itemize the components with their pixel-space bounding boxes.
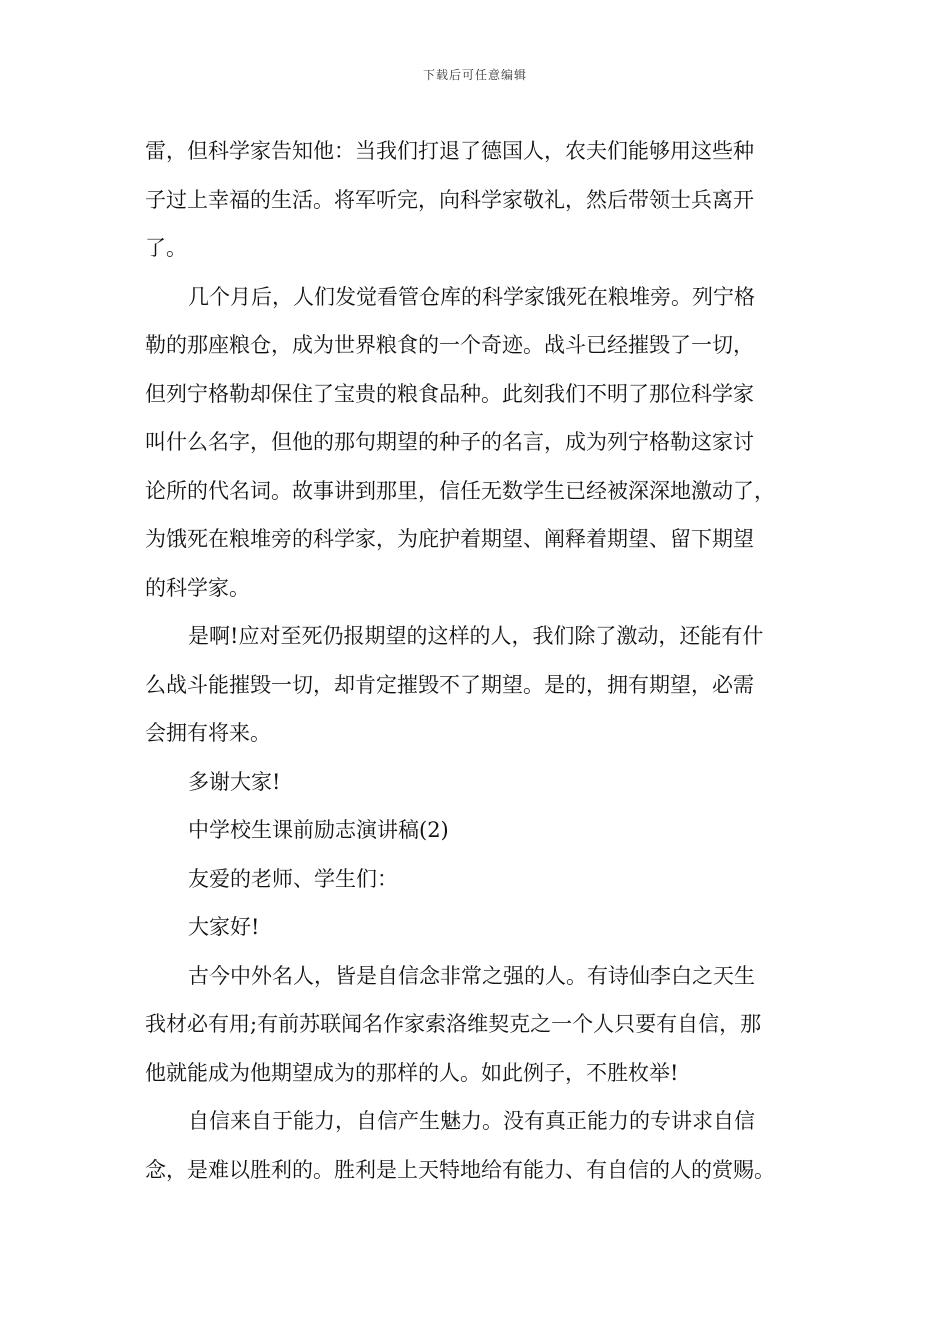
text-line: 友爱的老师、学生们： bbox=[188, 866, 398, 891]
text-line: 的科学家。 bbox=[145, 575, 250, 600]
text-line: 古今中外名人，皆是自信念非常之强的人。有诗仙李白之天生 bbox=[188, 963, 755, 988]
text-line: 么战斗能摧毁一切，却肯定摧毁不了期望。是的，拥有期望，必需 bbox=[145, 672, 754, 697]
text-line: 我材必有用;有前苏联闻名作家索洛维契克之一个人只要有自信，那 bbox=[145, 1012, 762, 1036]
text-line: 他就能成为他期望成为的那样的人。如此例子，不胜枚举! bbox=[145, 1060, 679, 1085]
text-line: 了。 bbox=[145, 236, 187, 260]
text-line: 是啊!应对至死仍报期望的这样的人，我们除了激动，还能有什 bbox=[188, 624, 764, 648]
text-line: 论所的代名词。故事讲到那里，信任无数学生已经被深深地激动了， bbox=[145, 478, 775, 503]
text-line: 叫什么名字，但他的那句期望的种子的名言，成为列宁格勒这家讨 bbox=[145, 430, 754, 454]
page-header: 下载后可任意编辑 bbox=[422, 68, 527, 82]
text-line: 自信来自于能力，自信产生魅力。没有真正能力的专讲求自信 bbox=[188, 1109, 755, 1133]
text-line: 但列宁格勒却保住了宝贵的粮食品种。此刻我们不明了那位科学家 bbox=[145, 381, 754, 406]
text-line: 雷，但科学家告知他：当我们打退了德国人，农夫们能够用这些种 bbox=[145, 139, 754, 163]
text-line: 中学校生课前励志演讲稿(2) bbox=[188, 818, 449, 842]
text-line: 子过上幸福的生活。将军听完，向科学家敬礼，然后带领士兵离开 bbox=[145, 187, 754, 212]
text-line: 会拥有将来。 bbox=[145, 721, 271, 745]
body-text bbox=[145, 127, 810, 1194]
text-line: 勒的那座粮仓，成为世界粮食的一个奇迹。战斗已经摧毁了一切， bbox=[145, 333, 754, 357]
text-line: 几个月后，人们发觉看管仓库的科学家饿死在粮堆旁。列宁格 bbox=[188, 284, 755, 309]
text-line: 大家好! bbox=[188, 915, 260, 939]
text-line: 念，是难以胜利的。胜利是上天特地给有能力、有自信的人的赏赐。 bbox=[145, 1157, 775, 1182]
text-line: 多谢大家! bbox=[188, 769, 281, 794]
text-line: 为饿死在粮堆旁的科学家，为庇护着期望、阐释着期望、留下期望 bbox=[145, 527, 754, 551]
